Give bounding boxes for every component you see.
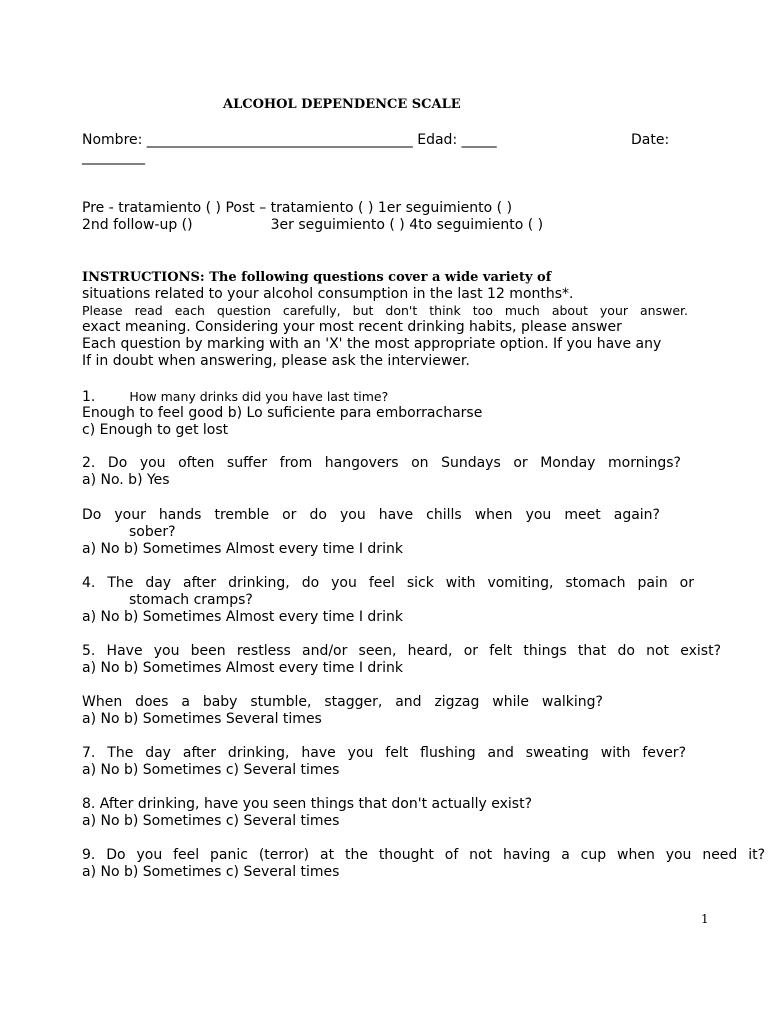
question-2: 2. Do you often suffer from hangovers on Sundays or Monday mornings? xyxy=(82,455,681,471)
instructions-line-5: Each question by marking with an 'X' the most appropriate option. If you have any xyxy=(82,336,662,352)
question-4-continued: stomach cramps? xyxy=(129,592,253,608)
question-3-options: a) No b) Sometimes Almost every time I drink xyxy=(82,541,403,557)
stage-line-2 xyxy=(82,217,764,234)
instructions-line-4: exact meaning. Considering your most recent drinking habits, please answer xyxy=(82,319,622,335)
question-7: 7. The day after drinking, have you felt flushing and sweating with fever? xyxy=(82,745,686,761)
question-4-options: a) No b) Sometimes Almost every time I drink xyxy=(82,609,403,625)
name-age-line: Nombre: ______________________________________ Edad: _____ xyxy=(82,132,497,148)
question-3-continued: sober? xyxy=(129,524,176,540)
question-8-options: a) No b) Sometimes c) Several times xyxy=(82,813,340,829)
stage-followup-3-4: 3er seguimiento ( ) 4to seguimiento ( ) xyxy=(270,217,544,233)
question-8: 8. After drinking, have you seen things that don't actually exist? xyxy=(82,796,532,812)
page-title: ALCOHOL DEPENDENCE SCALE xyxy=(223,97,461,112)
stage-line-1: Pre - tratamiento ( ) Post – tratamiento ( ) 1er seguimiento ( ) xyxy=(82,200,513,216)
question-7-options: a) No b) Sometimes c) Several times xyxy=(82,762,340,778)
question-9: 9. Do you feel panic (terror) at the thought of not having a cup when you need it? xyxy=(82,847,765,863)
question-5: 5. Have you been restless and/or seen, heard, or felt things that do not exist? xyxy=(82,643,721,659)
instructions-line-6: If in doubt when answering, please ask the interviewer. xyxy=(82,353,470,369)
instructions-lead: INSTRUCTIONS: The following questions cover a wide variety of xyxy=(82,270,552,285)
question-5-options: a) No b) Sometimes Almost every time I drink xyxy=(82,660,403,676)
question-6-options: a) No b) Sometimes Several times xyxy=(82,711,322,727)
instructions-line-3: Please read each question carefully, but don't think too much about your answer. xyxy=(82,303,688,318)
question-1-options-b: c) Enough to get lost xyxy=(82,422,229,438)
question-2-options: a) No. b) Yes xyxy=(82,472,170,488)
question-1-number: 1. xyxy=(82,389,96,405)
question-6: When does a baby stumble, stagger, and zigzag while walking? xyxy=(82,694,603,710)
question-1-text: How many drinks did you have last time? xyxy=(129,389,389,404)
page-number: 1 xyxy=(701,912,709,926)
question-1-options-a: Enough to feel good b) Lo suficiente para emborracharse xyxy=(82,405,483,421)
date-blank: _________ xyxy=(82,149,145,165)
instructions-line-2: situations related to your alcohol consumption in the last 12 months*. xyxy=(82,286,574,302)
stage-followup-2: 2nd follow-up () xyxy=(82,217,193,233)
question-9-options: a) No b) Sometimes c) Several times xyxy=(82,864,340,880)
question-3: Do your hands tremble or do you have chills when you meet again? xyxy=(82,507,660,523)
question-4: 4. The day after drinking, do you feel sick with vomiting, stomach pain or xyxy=(82,575,694,591)
question-1 xyxy=(82,388,764,406)
date-label: Date: xyxy=(631,132,670,148)
